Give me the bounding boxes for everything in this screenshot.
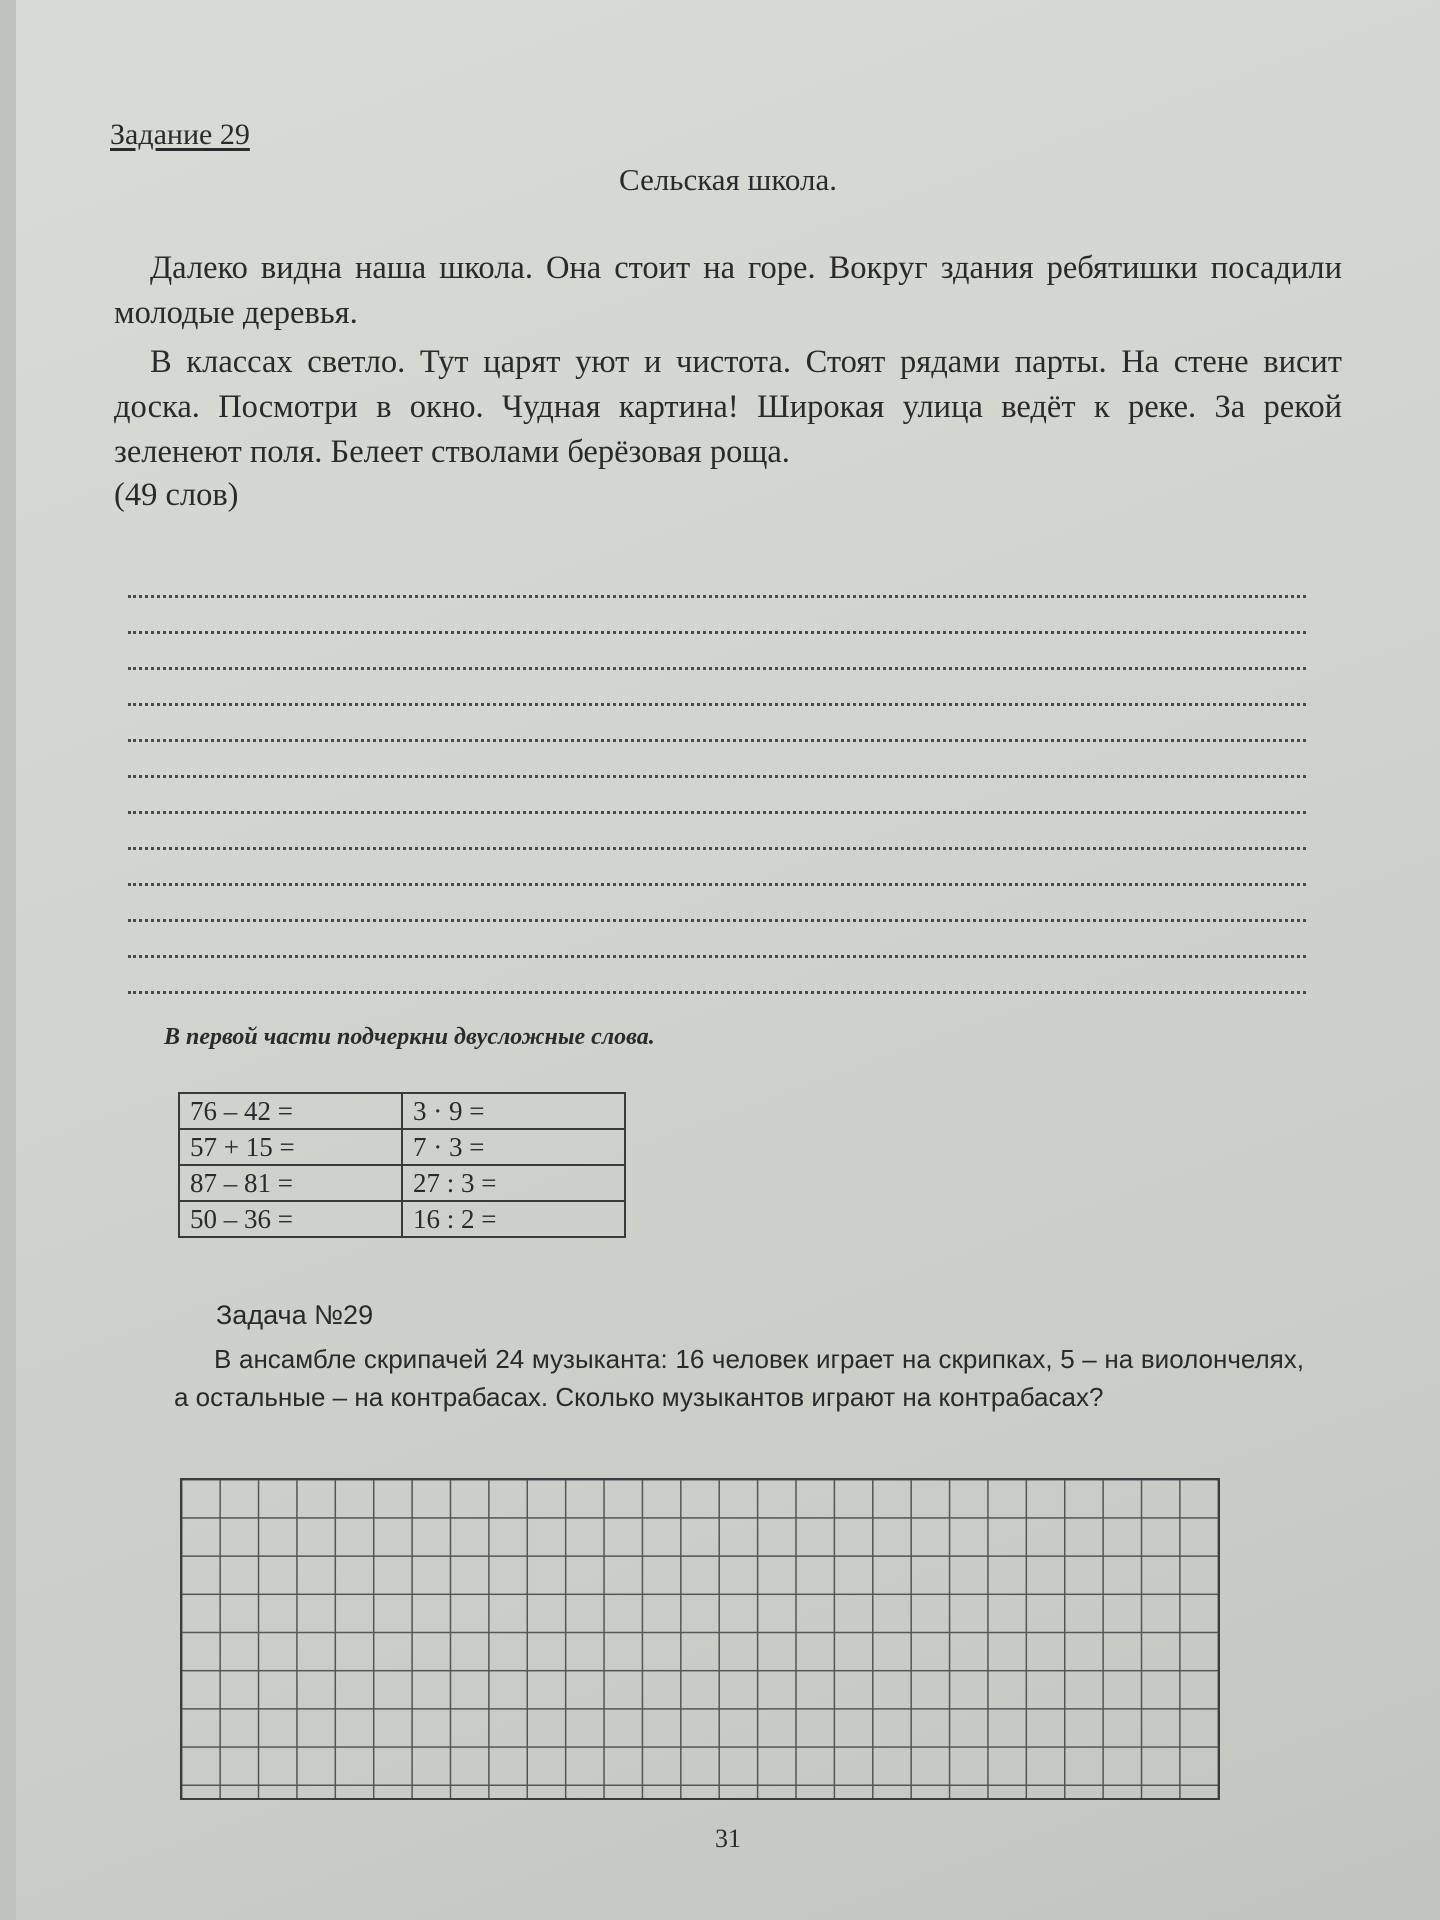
answer-line[interactable] — [128, 742, 1306, 778]
answer-line[interactable] — [128, 958, 1306, 994]
task-label: Задание 29 — [110, 118, 250, 151]
instruction-text: В первой части подчеркни двусложные слова. — [164, 1024, 655, 1050]
math-cell[interactable]: 3 · 9 = — [402, 1093, 625, 1129]
answer-line[interactable] — [128, 706, 1306, 742]
answer-line[interactable] — [128, 598, 1306, 634]
dictation-text — [114, 246, 1342, 515]
answer-lines[interactable] — [128, 562, 1306, 994]
math-cell[interactable]: 76 – 42 = — [179, 1093, 402, 1129]
dictation-title: Сельская школа. — [619, 162, 837, 197]
answer-line[interactable] — [128, 778, 1306, 814]
math-cell[interactable]: 57 + 15 = — [179, 1129, 402, 1165]
problem-text: В ансамбле скрипачей 24 музыканта: 16 человек играет на скрипках, 5 – на виолончелях, а остальные – на контрабасах. Сколько музыкантов играют на контрабасах? — [174, 1344, 1304, 1412]
answer-line[interactable] — [128, 850, 1306, 886]
table-row — [179, 1129, 625, 1165]
dictation-paragraph-2: В классах светло. Тут царят уют и чистота. Стоят рядами парты. На стене висит доска. Посмотри в окно. Чудная картина! Широкая улица ведёт к реке. За рекой зеленеют поля. Белеет стволами берёзовая роща. — [114, 344, 1342, 470]
page-number: 31 — [715, 1824, 741, 1853]
solution-grid[interactable] — [180, 1478, 1220, 1800]
answer-line[interactable] — [128, 562, 1306, 598]
answer-line[interactable] — [128, 814, 1306, 850]
math-cell[interactable]: 16 : 2 = — [402, 1201, 625, 1237]
answer-line[interactable] — [128, 670, 1306, 706]
table-row — [179, 1201, 625, 1237]
math-cell[interactable]: 50 – 36 = — [179, 1201, 402, 1237]
answer-line[interactable] — [128, 922, 1306, 958]
answer-line[interactable] — [128, 634, 1306, 670]
problem-label: Задача №29 — [216, 1300, 374, 1330]
workbook-page — [16, 0, 1440, 1920]
math-cell[interactable]: 27 : 3 = — [402, 1165, 625, 1201]
math-cell[interactable]: 87 – 81 = — [179, 1165, 402, 1201]
dictation-paragraph-1: Далеко видна наша школа. Она стоит на горе. Вокруг здания ребятишки посадили молодые деревья. — [114, 250, 1342, 331]
answer-line[interactable] — [128, 886, 1306, 922]
table-row — [179, 1165, 625, 1201]
math-cell[interactable]: 7 · 3 = — [402, 1129, 625, 1165]
math-exercise-table — [178, 1092, 626, 1238]
table-row — [179, 1093, 625, 1129]
word-count: (49 слов) — [114, 477, 239, 513]
